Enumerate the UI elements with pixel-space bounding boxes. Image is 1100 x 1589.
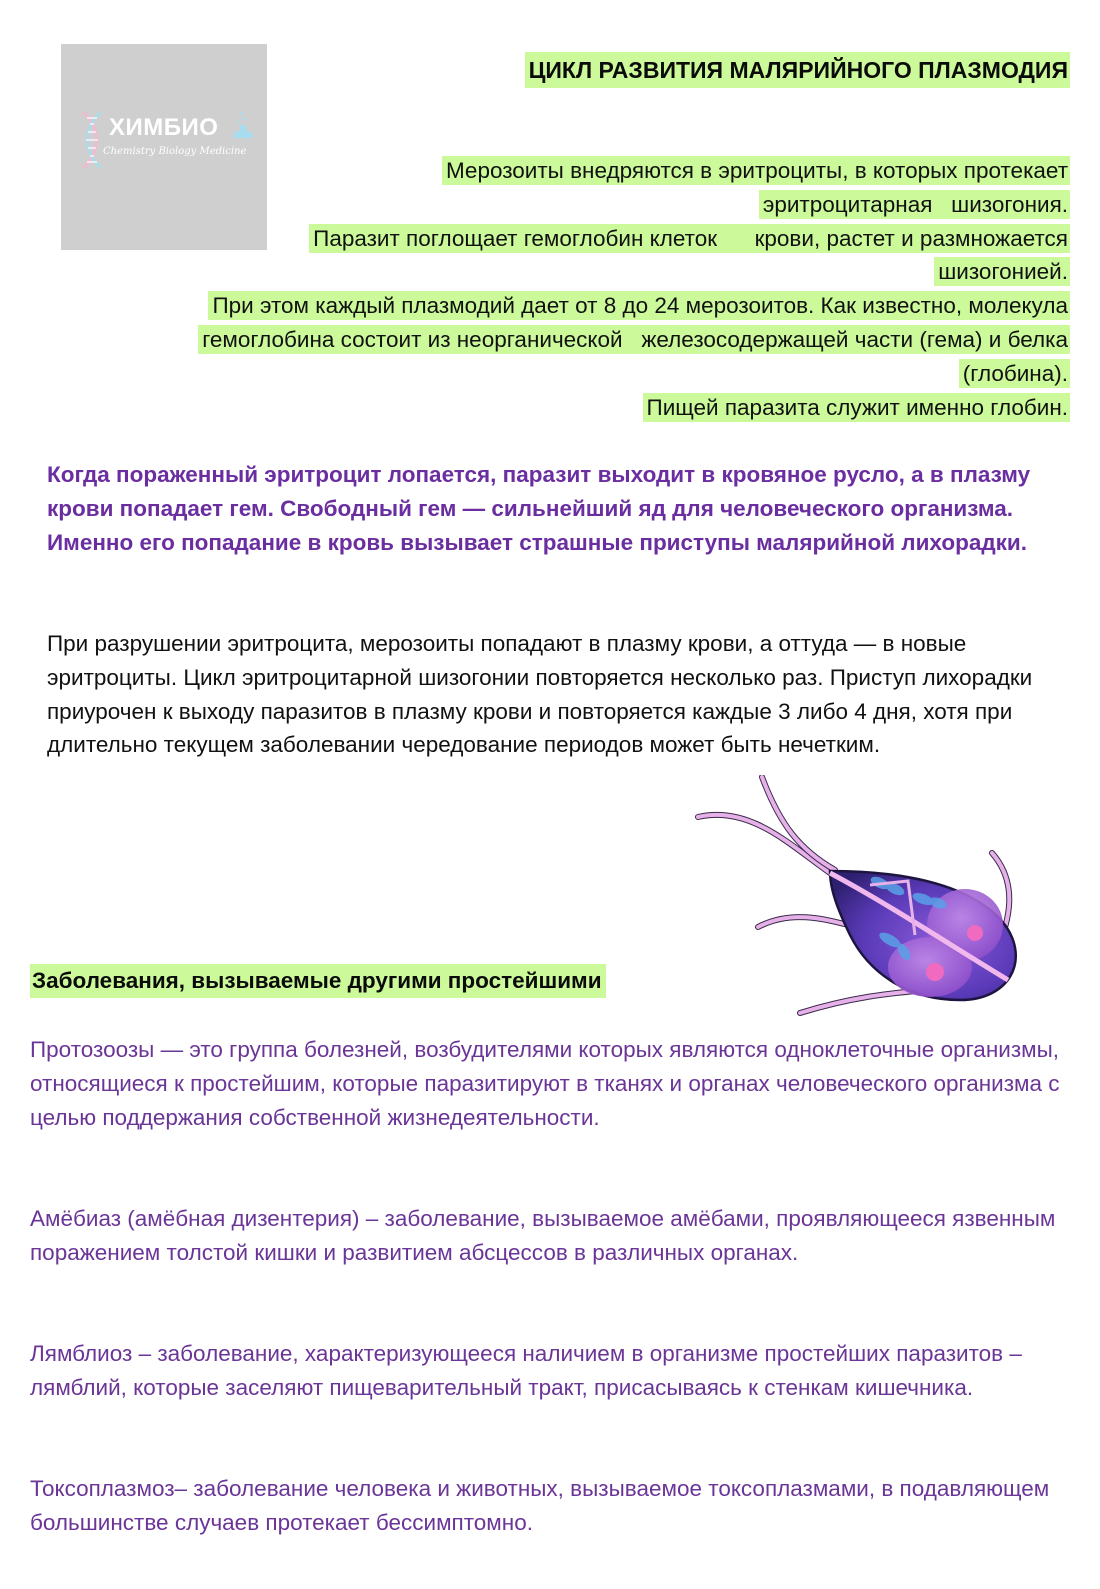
logo-title: ХИМБИО [109, 114, 219, 141]
intro-line [60, 323, 1070, 357]
intro-line-text: Мерозоиты внедряются в эритроциты, в которых протекает [442, 156, 1070, 185]
flask-icon [229, 110, 257, 142]
intro-line-text: (глобина). [959, 359, 1070, 388]
intro-block [60, 154, 1070, 424]
intro-line [60, 222, 1070, 256]
intro-line [60, 255, 1070, 289]
intro-line-text: Паразит поглощает гемоглобин клеток крови, растет и размножается [309, 224, 1070, 253]
intro-line [60, 188, 1070, 222]
intro-line-text: эритроцитарная шизогония. [759, 190, 1070, 219]
page-title: ЦИКЛ РАЗВИТИЯ МАЛЯРИЙНОГО ПЛАЗМОДИЯ [525, 52, 1070, 88]
intro-line [60, 154, 1070, 188]
amoebiasis-paragraph: Амёбиаз (амёбная дизентерия) – заболевание, вызываемое амёбами, проявляющееся язвенным поражением толстой кишки и развитием абсцессов в различных органах. [30, 1206, 1056, 1265]
logo-subtitle: Chemistry Biology Medicine [103, 146, 247, 157]
cycle-paragraph: При разрушении эритроцита, мерозоиты попадают в плазму крови, а оттуда — в новые эритроциты. Цикл эритроцитарной шизогонии повторяется несколько раз. Приступ лихорадки приурочен к выходу паразитов в плазму крови и повторяется каждые 3 либо 4 дня, хотя при длительно текущем заболевании чередование периодов может быть нечетким. [47, 631, 1033, 758]
intro-line-text: гемоглобина состоит из неорганической железосодержащей части (гема) и белка [198, 325, 1070, 354]
intro-line [60, 289, 1070, 323]
intro-line [60, 357, 1070, 391]
giardiasis-paragraph: Лямблиоз – заболевание, характеризующееся наличием в организме простейших паразитов – лямблий, которые заселяют пищеварительный тракт, присасываясь к стенкам кишечника. [30, 1341, 1022, 1400]
toxoplasmosis-paragraph: Токсоплазмоз– заболевание человека и животных, вызываемое токсоплазмами, в подавляющем большинстве случаев протекает бессимптомно. [30, 1476, 1050, 1535]
intro-line-text: шизогонией. [934, 257, 1070, 286]
intro-line-text: Пищей паразита служит именно глобин. [643, 393, 1070, 422]
intro-line [60, 391, 1070, 425]
intro-line-text: При этом каждый плазмодий дает от 8 до 24 мерозоитов. Как известно, молекула [208, 291, 1070, 320]
protozoa-paragraph: Протозоозы — это группа болезней, возбудителями которых являются одноклеточные организмы, относящиеся к простейшим, которые паразитируют в тканях и органах человеческого организма с целью поддержания собственной жизнедеятельности. [30, 1037, 1060, 1130]
giardia-lamblia-illustration [690, 775, 1030, 1025]
emphasis-paragraph: Когда пораженный эритроцит лопается, паразит выходит в кровяное русло, а в плазму крови попадает гем. Свободный гем — сильнейший яд для человеческого организма. Именно его попадание в кровь вызывает страшные приступы малярийной лихорадки. [47, 462, 1031, 555]
section-heading: Заболевания, вызываемые другими простейшими [30, 964, 606, 998]
